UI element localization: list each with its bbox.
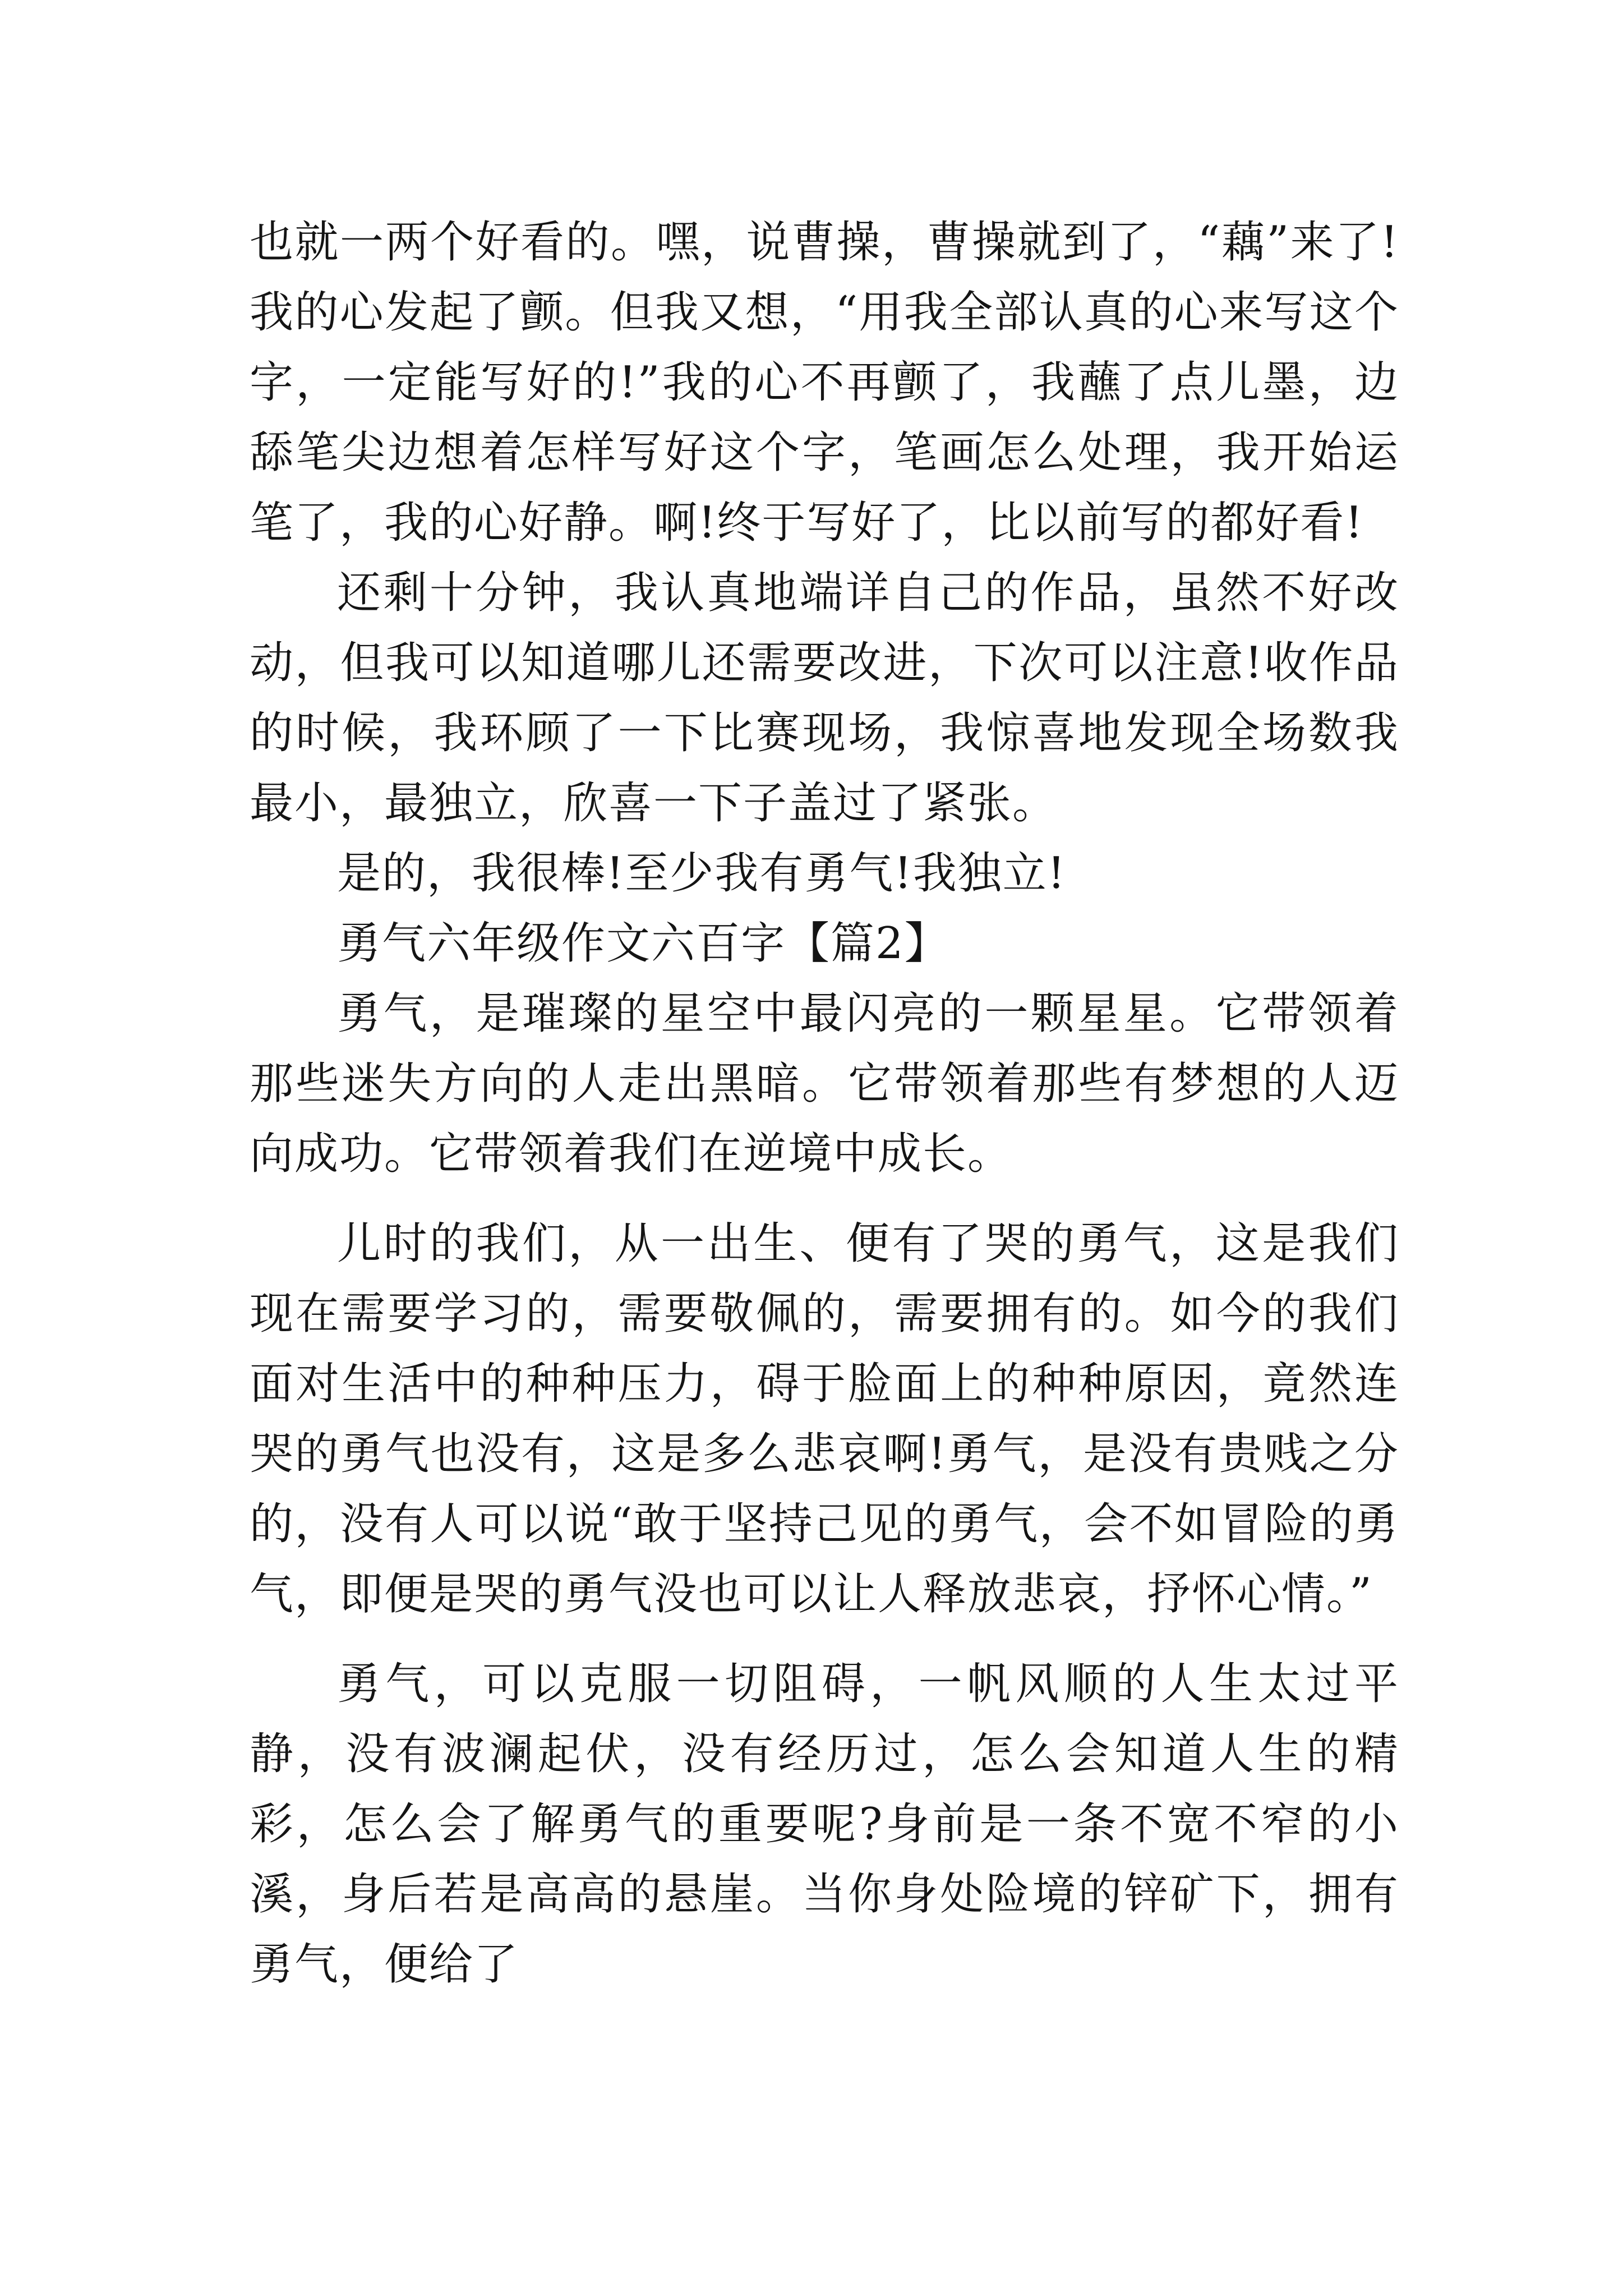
document-body: [250, 208, 1399, 2000]
paragraph: 儿时的我们，从一出生、便有了哭的勇气，这是我们现在需要学习的，需要敬佩的，需要拥有的。如今的我们面对生活中的种种压力，碍于脸面上的种种原因，竟然连哭的勇气也没有，这是多么悲哀啊!勇气，是没有贵贱之分的，没有人可以说“敢于坚持己见的勇气，会不如冒险的勇气，即便是哭的勇气没也可以让人释放悲哀，抒怀心情。”: [250, 1218, 1399, 1619]
paragraph: 勇气，可以克服一切阻碍，一帆风顺的人生太过平静，没有波澜起伏，没有经历过，怎么会知道人生的精彩，怎么会了解勇气的重要呢?身前是一条不宽不窄的小溪，身后若是高高的悬崖。当你身处险境的锌矿下，拥有勇气，便给了: [250, 1659, 1399, 1990]
paragraph: 还剩十分钟，我认真地端详自己的作品，虽然不好改动，但我可以知道哪儿还需要改进，下次可以注意!收作品的时候，我环顾了一下比赛现场，我惊喜地发现全场数我最小，最独立，欣喜一下子盖过了紧张。: [250, 568, 1399, 829]
paragraph: 是的，我很棒!至少我有勇气!我独立!: [337, 848, 1067, 899]
section-heading: 勇气六年级作文六百字【篇2】: [337, 918, 949, 969]
paragraph-continued: 也就一两个好看的。嘿，说曹操，曹操就到了，“藕”来了!我的心发起了颤。但我又想，“用我全部认真的心来写这个字，一定能写好的!”我的心不再颤了，我蘸了点儿墨，边舔笔尖边想着怎样写好这个字，笔画怎么处理，我开始运笔了，我的心好静。啊!终于写好了，比以前写的都好看!: [250, 217, 1399, 548]
paragraph: 勇气，是璀璨的星空中最闪亮的一颗星星。它带领着那些迷失方向的人走出黑暗。它带领着那些有梦想的人迈向成功。它带领着我们在逆境中成长。: [250, 988, 1399, 1179]
